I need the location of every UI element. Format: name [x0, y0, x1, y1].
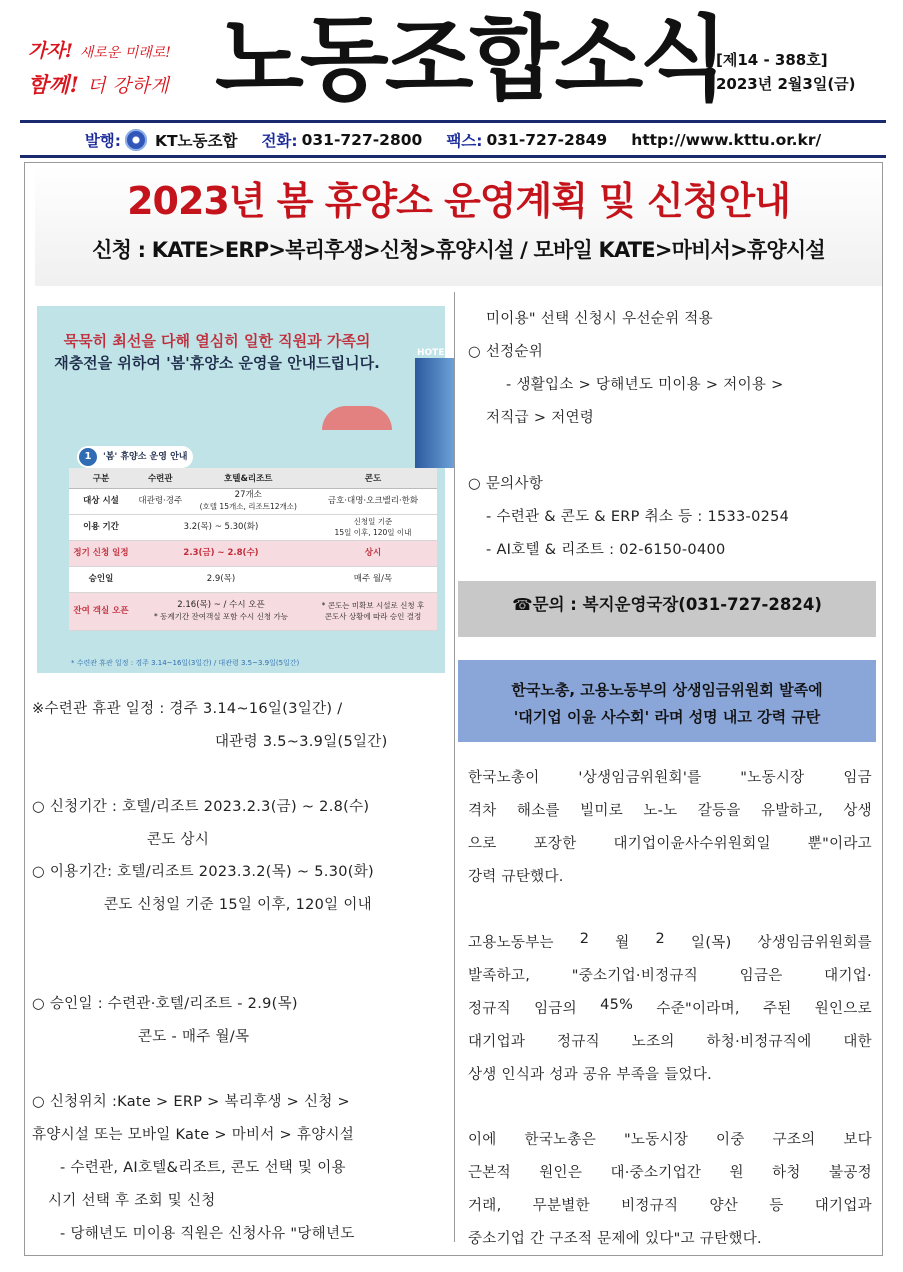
- subhead: 신청 : KATE>ERP>복리후생>신청>휴양시설 / 모바일 KATE>마비서>휴양시설: [92, 238, 825, 262]
- section-number: 1: [79, 448, 97, 466]
- issue-date: 2023년 2월3일(금): [716, 75, 856, 93]
- article-word: "노동시장: [623, 1132, 689, 1148]
- website-link[interactable]: http://www.kttu.or.kr/: [631, 130, 822, 149]
- article-word: 보다: [843, 1132, 872, 1148]
- article-word: 원인은: [539, 1165, 583, 1181]
- tel-number: 031-727-2800: [301, 130, 423, 149]
- article-word: 정규직: [557, 1034, 600, 1050]
- resort-poster: [37, 306, 451, 673]
- use-period-line-2: 콘도 신청일 기준 15일 이후, 120일 이내: [104, 897, 372, 913]
- article-word: 무분별한: [532, 1198, 590, 1214]
- article-line: [468, 1128, 872, 1149]
- col-header: 구분: [69, 468, 133, 488]
- article-word: 하청: [772, 1165, 801, 1181]
- article-word: 등: [769, 1198, 784, 1214]
- tel-label: 전화:: [261, 131, 298, 150]
- article-word: 양산: [709, 1198, 739, 1214]
- article-word: 원인으로: [814, 1001, 872, 1017]
- slogan-line2-b: 더 강하게: [87, 75, 170, 97]
- article-line: [468, 997, 872, 1018]
- article-line: [468, 931, 872, 952]
- table-row: 잔여 객실 오픈 2.16(목) ~ / 수시 오픈 * 동계기간 잔여객실 포함 수시 신청 가능 * 콘도는 미확보 시설로 신청 후 콘도사 상황에 따라 승인 결정: [69, 592, 437, 630]
- article-word: 대기업과: [468, 1034, 526, 1050]
- article-word: 대기업·: [824, 968, 872, 984]
- fax-number: 031-727-2849: [486, 130, 608, 149]
- apply-location-line-3: - 수련관, AI호텔&리조트, 콘도 선택 및 이용: [60, 1160, 346, 1176]
- news-headline-line-1: 한국노총, 고용노동부의 상생임금위원회 발족에: [511, 681, 823, 699]
- rule-bottom: [20, 155, 886, 158]
- fax-label: 팩스:: [446, 131, 483, 150]
- article-line: [468, 832, 872, 853]
- use-period-line-1: ○ 이용기간: 호텔/리조트 2023.3.2(목) ~ 5.30(화): [32, 864, 374, 880]
- kttu-logo-icon: [125, 129, 147, 151]
- poster-title: [47, 330, 387, 374]
- apply-location-line-1: ○ 신청위치 :Kate > ERP > 복리후생 > 신청 >: [32, 1094, 351, 1110]
- article-word: '상생임금위원회'를: [578, 770, 702, 786]
- article-word: 불공정: [829, 1165, 872, 1181]
- article-line: [468, 766, 872, 787]
- article-word: 2: [579, 931, 590, 947]
- article-word: 포장한: [533, 836, 577, 852]
- article-line: 강력 규탄했다.: [468, 869, 564, 885]
- priority-continued: 미이용" 선택 신청시 우선순위 적용: [486, 311, 713, 327]
- article-word: 구조의: [772, 1132, 816, 1148]
- article-word: 노조의: [631, 1034, 675, 1050]
- article-word: 고용노동부는: [468, 935, 554, 951]
- article-word: 거래,: [468, 1198, 502, 1214]
- article-line: [468, 799, 872, 820]
- article-word: 노-노: [643, 803, 678, 819]
- issue-info: [716, 48, 856, 96]
- article-word: "중소기업·비정규직: [571, 968, 699, 984]
- article-word: 비정규직: [621, 1198, 679, 1214]
- article-word: 격차: [468, 803, 497, 819]
- article-word: 한국노총이: [468, 770, 540, 786]
- article-line: [468, 1194, 872, 1215]
- section-label: '봄' 휴양소 운영 안내: [103, 452, 188, 462]
- article-word: 정규직: [468, 1001, 511, 1017]
- article-word: 해소를: [516, 803, 560, 819]
- col-header: 수련관: [133, 468, 188, 488]
- poster-title-line1: 묵묵히 최선을 다해 열심히 일한 직원과 가족의: [63, 332, 371, 350]
- article-word: "노동시장: [740, 770, 805, 786]
- publisher-name: KT노동조합: [154, 131, 238, 150]
- poster-section-tag: [77, 446, 193, 468]
- article-line: 상생 인식과 성과 공유 부족을 들었다.: [468, 1067, 713, 1083]
- slogan: [28, 36, 171, 99]
- hotel-label: HOTEL: [417, 348, 451, 358]
- table-row: 대상 시설 대관령·경주 27개소 (호텔 15개소, 리조트12개소) 금호·대명·오크밸리·한화: [69, 488, 437, 514]
- slogan-line1-a: 가자!: [28, 40, 74, 62]
- news-headline-box: [458, 660, 876, 742]
- article-word: 뿐"이라고: [807, 836, 872, 852]
- table-row: 정기 신청 일정 2.3(금) ~ 2.8(수) 상시: [69, 540, 437, 566]
- article-word: 상생임금위원회를: [757, 935, 872, 951]
- news-headline-line-2: '대기업 이윤 사수회' 라며 성명 내고 강력 규탄: [513, 708, 821, 726]
- apply-period-line-2: 콘도 상시: [147, 832, 210, 848]
- issue-number: [제14 - 388호]: [716, 51, 828, 69]
- article-word: 이에: [468, 1132, 497, 1148]
- article-word: 45%: [600, 997, 634, 1013]
- poster-table: [69, 468, 437, 631]
- article-line: [468, 964, 872, 985]
- table-row: 승인일 2.9(목) 매주 월/목: [69, 566, 437, 592]
- publisher-row: [20, 124, 886, 155]
- article-line: 중소기업 간 구조적 문제에 있다"고 규탄했다.: [468, 1231, 762, 1247]
- article-word: 이중: [716, 1132, 745, 1148]
- poster-title-line2: 재충전을 위하여 '봄'휴양소 운영을 안내드립니다.: [54, 354, 380, 372]
- article-word: 대기업과: [814, 1198, 872, 1214]
- article-word: 대기업이윤사수위원회일: [613, 836, 771, 852]
- selection-order-line-1: - 생활입소 > 당해년도 미이용 > 저이용 >: [506, 377, 784, 393]
- closure-line-1: ※수련관 휴관 일정 : 경주 3.14~16일(3일간) /: [32, 701, 343, 717]
- masthead-title: 노동조합소식: [215, 6, 725, 113]
- hotel-building-icon: [415, 358, 455, 468]
- apply-location-line-4: 시기 선택 후 조회 및 신청: [48, 1193, 216, 1209]
- approval-line-2: 콘도 - 매주 월/목: [138, 1029, 250, 1045]
- column-divider: [454, 292, 455, 1242]
- article-line: [468, 1030, 872, 1051]
- inquiry-banner: ☎문의 : 복지운영국장(031-727-2824): [458, 581, 876, 637]
- article-word: 일(목): [691, 935, 732, 951]
- publisher-label: 발행:: [84, 131, 121, 150]
- article-word: 갈등을: [697, 803, 741, 819]
- article-word: 임금의: [534, 1001, 577, 1017]
- slogan-line1-b: 새로운 미래로!: [79, 45, 171, 61]
- rule-top: [20, 120, 886, 123]
- article-word: 수준"이라며,: [656, 1001, 740, 1017]
- article-word: 하청·비정규직에: [706, 1034, 812, 1050]
- poster-footnote: * 수련관 휴관 일정 : 경주 3.14~16일(3일간) / 대관령 3.5~3.9일(5일간): [71, 659, 300, 667]
- apply-period-line-1: ○ 신청기간 : 호텔/리조트 2023.2.3(금) ~ 2.8(수): [32, 799, 370, 815]
- article-word: 2: [655, 931, 666, 947]
- selection-order-line-2: 저직급 > 저연령: [486, 410, 595, 426]
- beach-umbrella-icon: [322, 406, 392, 430]
- approval-line-1: ○ 승인일 : 수련관·호텔/리조트 - 2.9(목): [32, 996, 298, 1012]
- article-word: 빌미로: [580, 803, 624, 819]
- article-word: 상생: [843, 803, 872, 819]
- article-word: 한국노총은: [524, 1132, 597, 1148]
- article-word: 월: [615, 935, 630, 951]
- article-word: 발족하고,: [468, 968, 531, 984]
- col-header: 호텔&리조트: [188, 468, 309, 488]
- article-line: [468, 1161, 872, 1182]
- apply-location-line-5: - 당해년도 미이용 직원은 신청사유 "당해년도: [60, 1226, 355, 1242]
- article-word: 원: [729, 1165, 744, 1181]
- article-word: 으로: [468, 836, 497, 852]
- apply-location-line-2: 휴양시설 또는 모바일 Kate > 마비서 > 휴양시설: [32, 1127, 355, 1143]
- article-word: 대한: [843, 1034, 872, 1050]
- article-word: 임금은: [739, 968, 783, 984]
- selection-order-title: ○ 선정순위: [468, 344, 544, 360]
- headline: 2023년 봄 휴양소 운영계획 및 신청안내: [127, 179, 790, 223]
- table-row: 이용 기간 3.2(목) ~ 5.30(화) 신청일 기준 15일 이후, 120일 이내: [69, 514, 437, 540]
- slogan-line2-a: 함께!: [28, 72, 80, 97]
- contact-line-2: - AI호텔 & 리조트 : 02-6150-0400: [486, 542, 726, 558]
- article-word: 주된: [762, 1001, 792, 1017]
- article-word: 근본적: [468, 1165, 511, 1181]
- article-word: 대·중소기업간: [610, 1165, 702, 1181]
- col-header: 콘도: [309, 468, 437, 488]
- closure-line-2: 대관령 3.5~3.9일(5일간): [215, 734, 388, 750]
- article-word: 임금: [843, 770, 872, 786]
- contact-line-1: - 수련관 & 콘도 & ERP 취소 등 : 1533-0254: [486, 509, 790, 525]
- article-word: 유발하고,: [760, 803, 824, 819]
- contact-title: ○ 문의사항: [468, 476, 544, 492]
